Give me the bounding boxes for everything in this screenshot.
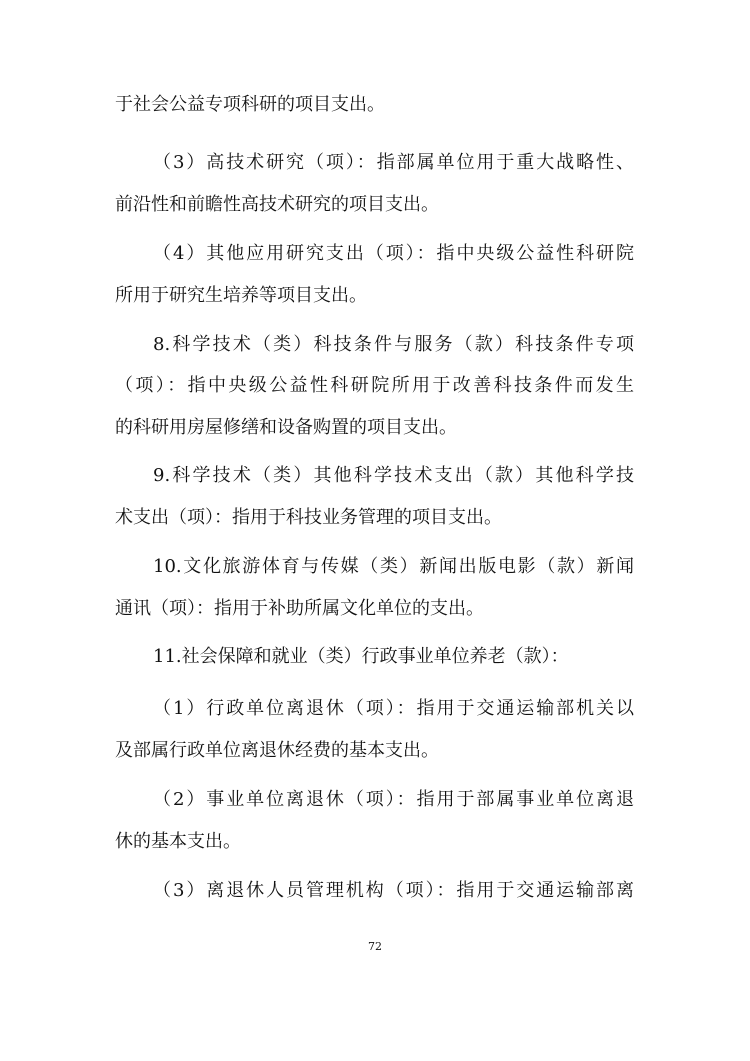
text-line: （项）：指中央级公益性科研院所用于改善科技条件而发生 <box>115 375 634 396</box>
text-line: （3）离退休人员管理机构（项）：指用于交通运输部离 <box>153 880 634 901</box>
text-line: 术支出（项）：指用于科技业务管理的项目支出。 <box>115 507 502 528</box>
page-number: 72 <box>368 940 382 953</box>
text-line: 9.科学技术（类）其他科学技术支出（款）其他科学技 <box>153 465 634 486</box>
text-line: 前沿性和前瞻性高技术研究的项目支出。 <box>115 194 439 215</box>
text-line: 11.社会保障和就业（类）行政事业单位养老（款）： <box>153 646 569 667</box>
text-line: （4）其他应用研究支出（项）：指中央级公益性科研院 <box>153 243 634 264</box>
text-line: （2）事业单位离退休（项）：指用于部属事业单位离退 <box>153 789 634 810</box>
text-line: 所用于研究生培养等项目支出。 <box>115 285 367 306</box>
text-line: 及部属行政单位离退休经费的基本支出。 <box>115 740 439 761</box>
text-line: 的科研用房屋修缮和设备购置的项目支出。 <box>115 417 457 438</box>
text-line: （1）行政单位离退休（项）：指用于交通运输部机关以 <box>153 698 634 719</box>
text-line: （3）高技术研究（项）：指部属单位用于重大战略性、 <box>153 152 634 173</box>
text-line: 8.科学技术（类）科技条件与服务（款）科技条件专项 <box>153 334 634 355</box>
text-line: 通讯（项）：指用于补助所属文化单位的支出。 <box>115 598 484 619</box>
text-line: 10.文化旅游体育与传媒（类）新闻出版电影（款）新闻 <box>153 556 634 577</box>
text-line: 于社会公益专项科研的项目支出。 <box>115 94 385 115</box>
text-line: 休的基本支出。 <box>115 831 241 852</box>
